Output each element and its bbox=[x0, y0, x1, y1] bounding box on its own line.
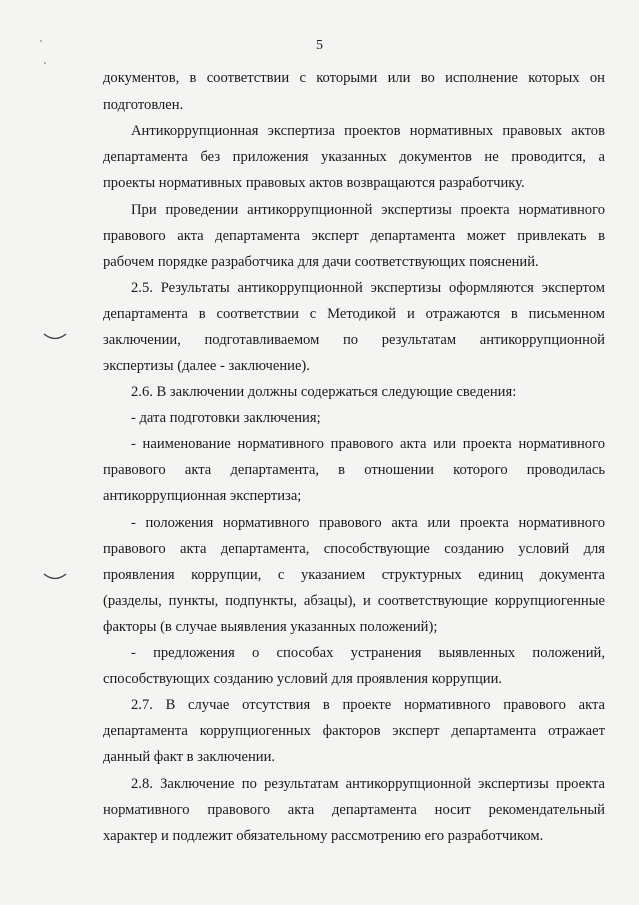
text-line: департамента в соответствии с Методикой и отражаются в письменном bbox=[103, 306, 605, 322]
scan-speck bbox=[40, 40, 42, 42]
text-line: правового акта департамента, способствующие созданию условий для bbox=[103, 541, 605, 557]
page-number: 5 bbox=[316, 38, 323, 53]
text-line: - предложения о способах устранения выявленных положений, bbox=[131, 645, 605, 661]
text-line: 2.8. Заключение по результатам антикоррупционной экспертизы проекта bbox=[131, 776, 605, 792]
text-line: антикоррупционная экспертиза; bbox=[103, 488, 302, 504]
text-line: данный факт в заключении. bbox=[103, 749, 276, 765]
text-line: проявления коррупции, с указанием структурных единиц документа bbox=[103, 567, 605, 583]
text-line: проекты нормативных правовых актов возвращаются разработчику. bbox=[103, 175, 525, 191]
text-line: рабочем порядке разработчика для дачи соответствующих пояснений. bbox=[103, 254, 539, 270]
text-line: - положения нормативного правового акта или проекта нормативного bbox=[131, 515, 605, 531]
text-line: заключении, подготавливаемом по результатам антикоррупционной bbox=[103, 332, 605, 348]
text-line: способствующих созданию условий для проявления коррупции. bbox=[103, 671, 503, 687]
text-line: экспертизы (далее - заключение). bbox=[103, 358, 310, 374]
text-line: подготовлен. bbox=[103, 97, 184, 113]
text-line: (разделы, пункты, подпункты, абзацы), и соответствующие коррупциогенные bbox=[103, 593, 605, 609]
scan-speck bbox=[44, 62, 46, 64]
text-line: департамента коррупциогенных факторов эксперт департамента отражает bbox=[103, 723, 605, 739]
text-line: факторы (в случае выявления указанных положений); bbox=[103, 619, 438, 635]
text-line: - наименование нормативного правового акта или проекта нормативного bbox=[131, 436, 605, 452]
text-line: документов, в соответствии с которыми или во исполнение которых он bbox=[103, 70, 605, 86]
text-line: 2.7. В случае отсутствия в проекте нормативного правового акта bbox=[131, 697, 605, 713]
text-line: 2.6. В заключении должны содержаться следующие сведения: bbox=[131, 384, 517, 400]
text-line: департамента без приложения указанных документов не проводится, а bbox=[103, 149, 605, 165]
text-line: Антикоррупционная экспертиза проектов нормативных правовых актов bbox=[131, 123, 605, 139]
text-line: характер и подлежит обязательному рассмотрению его разработчиком. bbox=[103, 828, 544, 844]
punch-hole-mark bbox=[42, 332, 68, 342]
text-line: нормативного правового акта департамента носит рекомендательный bbox=[103, 802, 605, 818]
text-line: - дата подготовки заключения; bbox=[131, 410, 321, 426]
text-line: правового акта департамента эксперт департамента может привлекать в bbox=[103, 228, 605, 244]
text-line: правового акта департамента, в отношении которого проводилась bbox=[103, 462, 605, 478]
punch-hole-mark bbox=[42, 572, 68, 582]
text-line: При проведении антикоррупционной экспертизы проекта нормативного bbox=[131, 202, 605, 218]
text-line: 2.5. Результаты антикоррупционной экспертизы оформляются экспертом bbox=[131, 280, 605, 296]
